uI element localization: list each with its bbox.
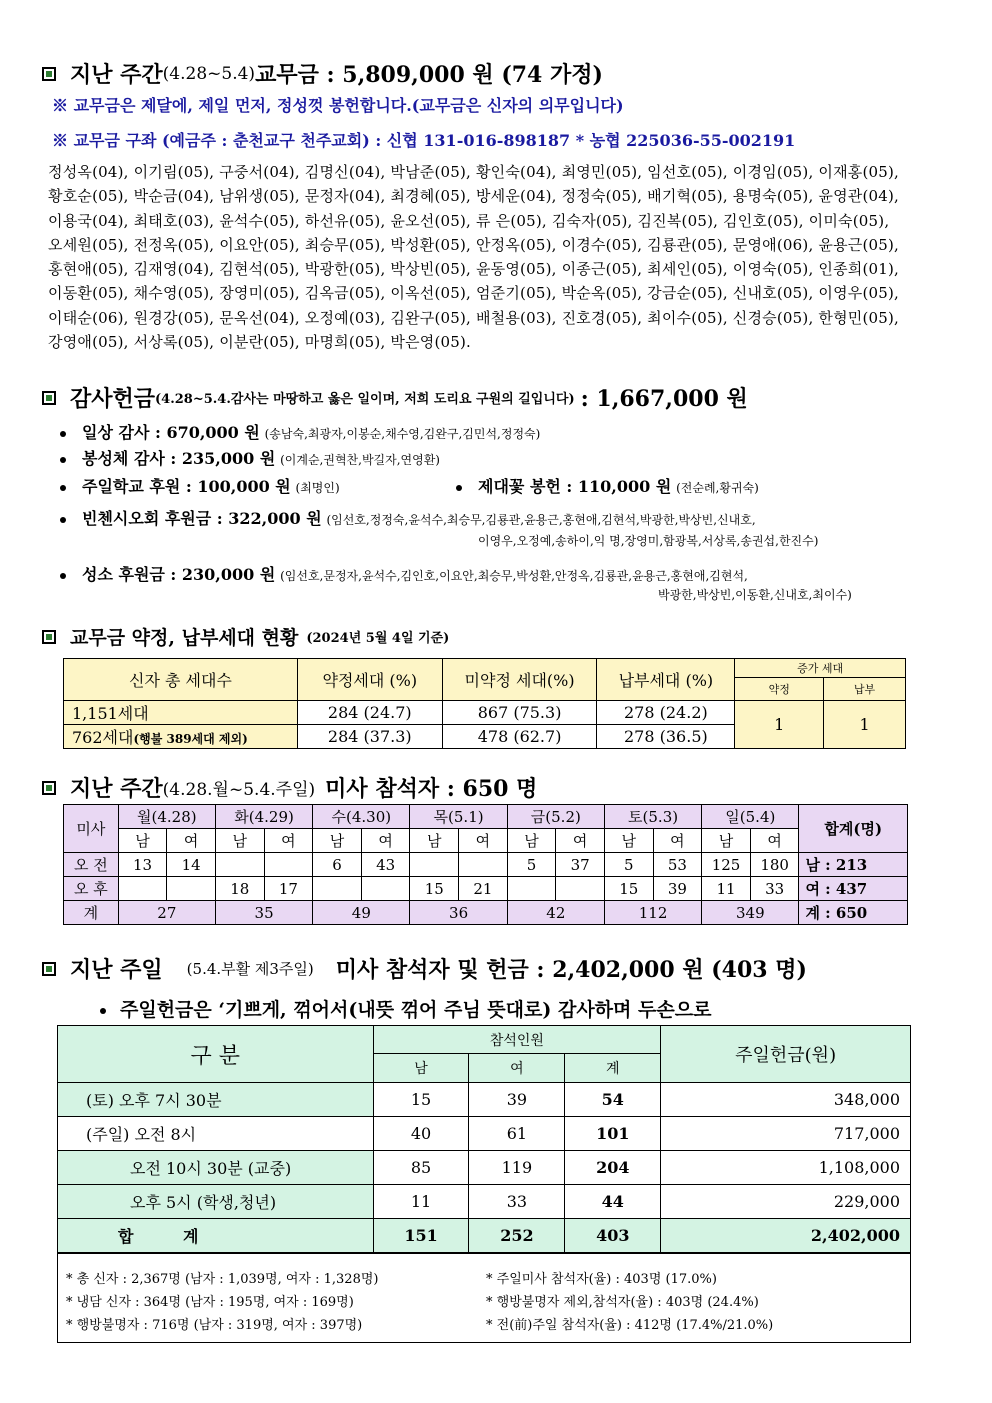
thanks-item-cont: 박광한,박상빈,이동환,신내호,최이수) (658, 588, 852, 602)
dues-name-list (48, 160, 948, 354)
pledge-table (63, 658, 906, 749)
mass-header: 미사 (64, 805, 119, 853)
row-label: 오전 10시 30분 (교중) (58, 1151, 374, 1185)
table-row (58, 1117, 911, 1151)
count-cell: 39 (469, 1083, 565, 1117)
name-line: 정성옥(04), 이기림(05), 구중서(04), 김명신(04), 박남준(05), 황인숙(04), 최영민(05), 임선호(05), 이경임(05), 이재홍(05), (48, 163, 900, 181)
day-total: 27 (118, 901, 215, 925)
gender-header: 여 (653, 829, 702, 853)
day-header: 화(4.29) (215, 805, 312, 829)
gender-header: 여 (750, 829, 799, 853)
square-bullet-icon (42, 962, 56, 976)
gender-header: 남 (118, 829, 167, 853)
offering-cell: 229,000 (661, 1185, 911, 1219)
section-title-sunday (42, 953, 807, 984)
sunday-table (57, 1025, 911, 1253)
attendance-cell: 15 (604, 877, 653, 901)
increase-paid: 1 (824, 701, 906, 749)
gender-header: 남 (604, 829, 653, 853)
bullet-dot-icon (60, 485, 66, 491)
increase-pledge: 1 (735, 701, 824, 749)
name-line: 황호순(05), 박순금(04), 남위생(05), 문정자(04), 최경혜(05), 방세운(04), 정정숙(05), 배기혁(05), 용명숙(05), 윤영관(04), (48, 187, 900, 206)
bullet-dot-icon (100, 1008, 106, 1014)
category-header: 구 분 (58, 1026, 374, 1083)
count-cell: 403 (565, 1219, 661, 1253)
row-label: (토) 오후 7시 30분 (58, 1083, 374, 1117)
offering-cell: 348,000 (661, 1083, 911, 1117)
gender-header: 여 (459, 829, 508, 853)
thanks-item: 주일학교 후원 : 100,000 원 (최명인) (60, 474, 340, 497)
thanks-amount: : 1,667,000 원 (580, 386, 748, 412)
gender-header: 여 (556, 829, 605, 853)
dues-period: (4.28~5.4) (162, 63, 256, 84)
day-total: 49 (313, 901, 410, 925)
gender-header: 남 (215, 829, 264, 853)
attendance-title: 지난 주간 (70, 776, 163, 802)
count-cell: 85 (373, 1151, 469, 1185)
offering-cell: 717,000 (661, 1117, 911, 1151)
offering-cell: 2,402,000 (661, 1219, 911, 1253)
table-row: 762세대(행불 389세대 제외) 284 (37.3) 478 (62.7) 278 (36.5) (64, 725, 906, 749)
thanks-title: 감사헌금 (70, 386, 156, 412)
footnote-line: * 총 신자 : 2,367명 (남자 : 1,039명, 여자 : 1,328명) (66, 1272, 379, 1287)
attendance-cell: 125 (702, 853, 751, 877)
name-line: 이용국(04), 최태호(03), 윤석수(05), 하선유(05), 윤오선(05), 류 은(05), 김숙자(05), 김진복(05), 김인호(05), 이미숙(05), (48, 211, 890, 230)
attendance-cell: 33 (750, 877, 799, 901)
footnote-line: * 주일미사 참석자(율) : 403명 (17.0%) (486, 1272, 717, 1287)
day-total: 112 (604, 901, 701, 925)
row-label: 합 계 (58, 1219, 374, 1253)
section-title-attendance (42, 772, 537, 803)
gender-sum: 여 : 437 (799, 877, 908, 901)
dues-note: ※ 교무금은 제달에, 제일 먼저, 정성껏 봉헌합니다.(교무금은 신자의 의무입니다) (52, 96, 624, 115)
attendance-cell: 53 (653, 853, 702, 877)
count-cell: 54 (565, 1083, 661, 1117)
attendance-cell: 18 (215, 877, 264, 901)
attendance-cell: 43 (361, 853, 410, 877)
bullet-dot-icon (60, 431, 66, 437)
male-header: 남 (373, 1054, 469, 1083)
attendance-cell: 14 (167, 853, 216, 877)
day-header: 일(5.4) (702, 805, 799, 829)
thanks-subtitle: (4.28~5.4.감사는 마땅하고 옳은 일이며, 저희 도리요 구원의 길입니다) (155, 392, 575, 407)
pledge-header: 신자 총 세대수 (64, 659, 298, 701)
row-label: 오후 5시 (학생,청년) (58, 1185, 374, 1219)
attendance-cell (264, 853, 313, 877)
offering-cell: 1,108,000 (661, 1151, 911, 1185)
dues-amount: 교무금 : 5,809,000 원 (74 가정) (255, 62, 603, 88)
attendance-cell: 6 (313, 853, 362, 877)
day-header: 월(4.28) (118, 805, 215, 829)
table-row: 1,151세대 284 (24.7) 867 (75.3) 278 (24.2) 1 1 (64, 701, 906, 725)
count-cell: 204 (565, 1151, 661, 1185)
bullet-dot-icon (60, 457, 66, 463)
offering-note: 주일헌금은 ‘기쁘게, 꺾어서(내뜻 꺾어 주님 뜻대로) 감사하며 두손으로 (100, 995, 711, 1022)
name-line: 강영애(05), 서상록(05), 이분란(05), 마명희(05), 박은영(05). (48, 333, 472, 352)
attendance-cell: 37 (556, 853, 605, 877)
offering-header: 주일헌금(원) (661, 1026, 911, 1083)
name-line: 오세원(05), 전정옥(05), 이요안(05), 최승무(05), 박성환(05), 안정옥(05), 이경수(05), 김룡관(05), 문영애(06), 윤용근(05), (48, 235, 900, 254)
count-cell: 61 (469, 1117, 565, 1151)
thanks-list (60, 420, 940, 610)
pledge-header: 미약정 세대(%) (442, 659, 597, 701)
thanks-item-cont: 이영우,오정예,송하이,익 명,장영미,함광복,서상록,송권섭,한진수) (478, 534, 819, 548)
attendance-cell (507, 877, 556, 901)
attendance-cell (410, 853, 459, 877)
pledge-title: 교무금 약정, 납부세대 현황 (70, 627, 299, 649)
female-header: 여 (469, 1054, 565, 1083)
count-cell: 33 (469, 1185, 565, 1219)
count-cell: 252 (469, 1219, 565, 1253)
thanks-item: 성소 후원금 : 230,000 원 (임선호,문정자,윤석수,김인호,이요안,최승무,박성환,안정옥,김룡관,윤용근,홍현애,김현석, (60, 562, 748, 585)
section-title-pledge (42, 623, 449, 650)
gender-header: 여 (264, 829, 313, 853)
dues-title: 지난 주간 (70, 62, 163, 88)
pledge-header: 약정 (735, 678, 824, 701)
day-total: 36 (410, 901, 507, 925)
gender-header: 남 (410, 829, 459, 853)
attendance-cell (118, 877, 167, 901)
day-header: 수(4.30) (313, 805, 410, 829)
section-title-thanks (42, 382, 748, 413)
count-cell: 101 (565, 1117, 661, 1151)
thanks-item: 일상 감사 : 670,000 원 (송남숙,최광자,이봉순,채수영,김완구,김민석,정정숙) (60, 420, 540, 443)
footnote-line: * 전(前)주일 참석자(율) : 412명 (17.4%/21.0%) (486, 1318, 774, 1333)
gender-header-row (64, 829, 908, 853)
attendance-cell: 21 (459, 877, 508, 901)
sunday-title: 지난 주일 (70, 957, 163, 983)
gender-header: 여 (361, 829, 410, 853)
day-total: 42 (507, 901, 604, 925)
square-bullet-icon (42, 391, 56, 405)
attendance-cell: 15 (410, 877, 459, 901)
table-row: 오 후 18 17 15 21 15 39 11 33 여 : 437 (64, 877, 908, 901)
total-header: 합계(명) (799, 805, 908, 853)
sunday-date: (5.4.부활 제3주일) (186, 960, 314, 978)
bullet-dot-icon (456, 485, 462, 491)
square-bullet-icon (42, 781, 56, 795)
square-bullet-icon (42, 67, 56, 81)
attendance-header: 참석인원 (373, 1026, 661, 1054)
gender-sum: 남 : 213 (799, 853, 908, 877)
sum-header: 계 (565, 1054, 661, 1083)
table-row: 계 27 35 49 36 42 112 349 계 : 650 (64, 901, 908, 925)
table-row: 오 전 13 14 6 43 5 37 5 53 125 180 남 : 213 (64, 853, 908, 877)
table-row (58, 1151, 911, 1185)
gender-header: 여 (167, 829, 216, 853)
thanks-item: 빈첸시오회 후원금 : 322,000 원 (임선호,정정숙,윤석수,최승무,김룡관,윤용근,홍현애,김현석,박광한,박상빈,신내호, (60, 506, 756, 529)
sunday-summary: 미사 참석자 및 헌금 : 2,402,000 원 (403 명) (335, 957, 807, 983)
count-cell: 151 (373, 1219, 469, 1253)
day-header: 토(5.3) (604, 805, 701, 829)
table-row (58, 1219, 911, 1253)
gender-header: 남 (507, 829, 556, 853)
footnote-line: * 냉담 신자 : 364명 (남자 : 195명, 여자 : 169명) (66, 1295, 354, 1310)
attendance-cell: 17 (264, 877, 313, 901)
attendance-period: (4.28.월~5.4.주일) (162, 780, 316, 800)
gender-header: 남 (313, 829, 362, 853)
attendance-cell (459, 853, 508, 877)
bullet-dot-icon (60, 573, 66, 579)
section-title-dues (42, 58, 603, 89)
table-row (58, 1083, 911, 1117)
day-total: 349 (702, 901, 799, 925)
gender-header: 남 (702, 829, 751, 853)
attendance-cell (361, 877, 410, 901)
attendance-cell (215, 853, 264, 877)
attendance-cell (556, 877, 605, 901)
count-cell: 15 (373, 1083, 469, 1117)
bullet-dot-icon (60, 517, 66, 523)
name-line: 이동환(05), 채수영(05), 장영미(05), 김옥금(05), 이옥선(05), 엄준기(05), 박순옥(05), 강금순(05), 신내호(05), 이영우(05), (48, 284, 900, 303)
statistics-footnote (57, 1253, 911, 1343)
row-label: (주일) 오전 8시 (58, 1117, 374, 1151)
footnote-line: * 행방불명자 제외,참석자(율) : 403명 (24.4%) (486, 1295, 759, 1310)
day-header: 금(5.2) (507, 805, 604, 829)
name-line: 홍현애(05), 김재영(04), 김현석(05), 박광한(05), 박상빈(05), 윤동영(05), 이종근(05), 최세인(05), 이영숙(05), 인종희(01), (48, 260, 900, 279)
attendance-cell: 5 (507, 853, 556, 877)
attendance-cell: 39 (653, 877, 702, 901)
pledge-header: 납부세대 (%) (597, 659, 735, 701)
attendance-total: 미사 참석자 : 650 명 (325, 776, 538, 802)
attendance-cell: 180 (750, 853, 799, 877)
dues-account: ※ 교무금 구좌 (예금주 : 춘천교구 천주교회) : 신협 131-016-898187 * 농협 225036-55-002191 (52, 131, 796, 150)
grand-sum: 계 : 650 (799, 901, 908, 925)
attendance-cell: 13 (118, 853, 167, 877)
thanks-item: 제대꽃 봉헌 : 110,000 원 (전순례,황귀숙) (456, 474, 759, 497)
attendance-cell: 5 (604, 853, 653, 877)
day-header: 목(5.1) (410, 805, 507, 829)
count-cell: 40 (373, 1117, 469, 1151)
table-row (58, 1185, 911, 1219)
count-cell: 44 (565, 1185, 661, 1219)
square-bullet-icon (42, 630, 56, 644)
pledge-header: 납부 (824, 678, 906, 701)
count-cell: 119 (469, 1151, 565, 1185)
day-total: 35 (215, 901, 312, 925)
count-cell: 11 (373, 1185, 469, 1219)
attendance-cell: 11 (702, 877, 751, 901)
pledge-header: 증가 세대 (735, 659, 906, 678)
pledge-header: 약정세대 (%) (297, 659, 442, 701)
attendance-cell (313, 877, 362, 901)
name-line: 이태순(06), 원경강(05), 문옥선(04), 오정예(03), 김완구(05), 배철용(03), 진호경(05), 최이수(05), 신경승(05), 한형민(05), (48, 308, 900, 327)
footnote-line: * 행방불명자 : 716명 (남자 : 319명, 여자 : 397명) (66, 1318, 363, 1333)
weekly-attendance-table (63, 804, 908, 925)
attendance-cell (167, 877, 216, 901)
thanks-item: 봉성체 감사 : 235,000 원 (이계순,권혁찬,박길자,연영환) (60, 446, 440, 469)
pledge-date: (2024년 5월 4일 기준) (306, 631, 450, 646)
